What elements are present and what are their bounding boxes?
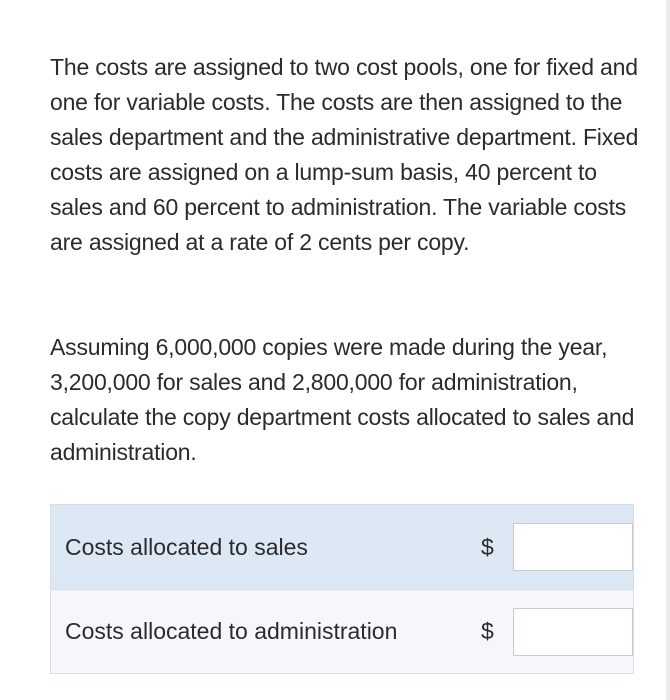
question-paragraph-1: The costs are assigned to two cost pools, one for fixed and one for variable costs. The costs are then assigned to the sales department and the administrative department. Fixed costs are assigned on a lump-sum basis, 40 percent to sales and 60 percent to administration. The variable costs are assigned at a rate of 2 cents per copy. [50, 54, 639, 255]
sales-cost-label: Costs allocated to sales [65, 533, 308, 560]
table-row-sales [51, 505, 633, 589]
table-row-administration [51, 589, 633, 673]
dollar-sign: $ [481, 533, 494, 560]
page-edge-divider [666, 0, 670, 700]
administration-cost-label: Costs allocated to administration [65, 618, 398, 644]
question-paragraph-2: Assuming 6,000,000 copies were made during the year, 3,200,000 for sales and 2,800,000 for administration, calculate the copy department costs allocated to sales and administration. [50, 334, 635, 465]
answer-table [50, 504, 634, 674]
sales-cost-input[interactable] [513, 523, 633, 571]
dollar-sign: $ [481, 618, 494, 644]
administration-cost-input[interactable] [513, 608, 633, 656]
